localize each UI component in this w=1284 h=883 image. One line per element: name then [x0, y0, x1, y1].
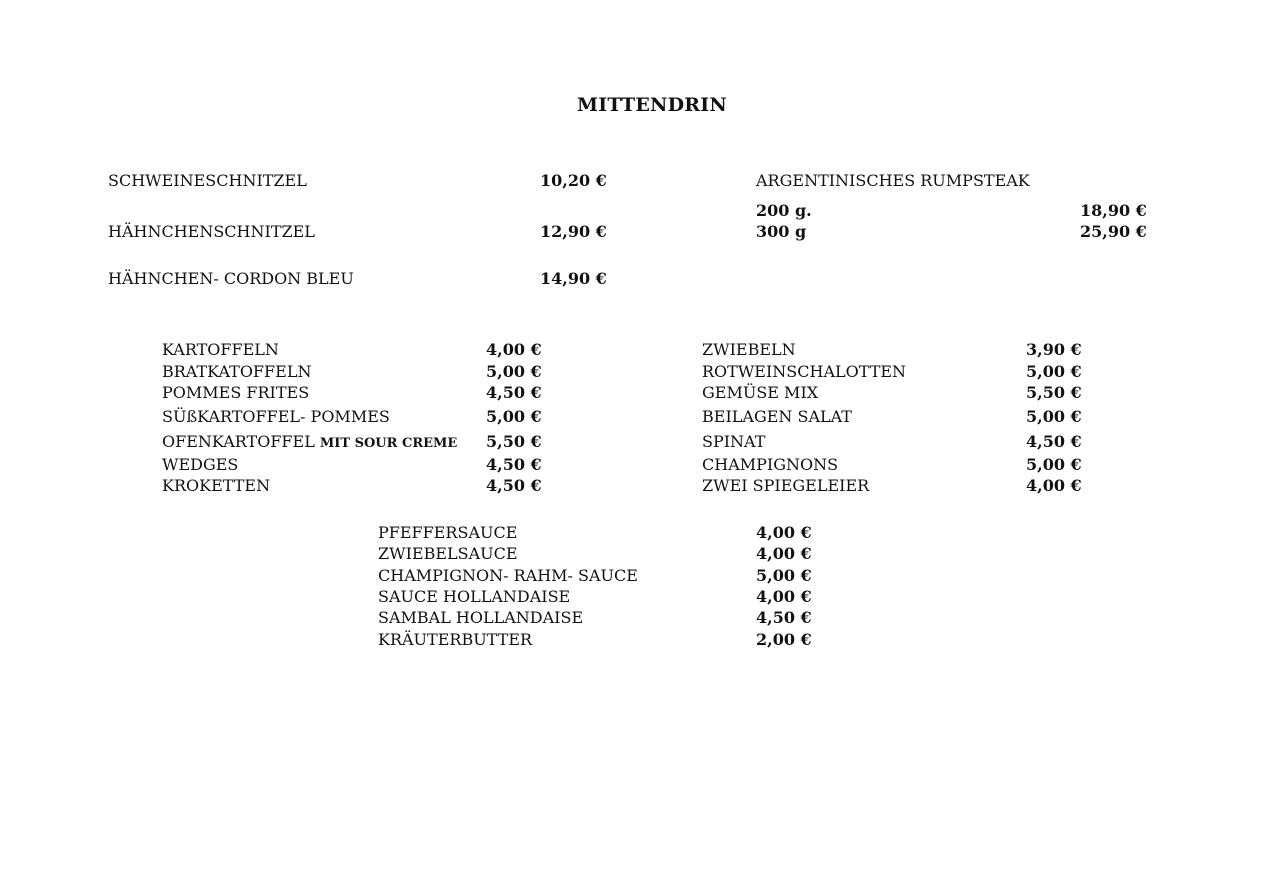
side-item-name: BRATKATOFFELN	[162, 362, 312, 381]
sauce-item-name: CHAMPIGNON- RAHM- SAUCE	[378, 566, 638, 585]
sauce-item-price: 4,00 €	[756, 587, 812, 606]
side-item-price: 5,50 €	[1026, 383, 1082, 402]
side-item-name: ZWIEBELN	[702, 340, 796, 359]
side-item-price: 4,50 €	[486, 455, 542, 474]
sauce-item-name: SAUCE HOLLANDAISE	[378, 587, 571, 606]
sauce-item-price: 4,00 €	[756, 523, 812, 542]
side-item-name: KARTOFFELN	[162, 340, 279, 359]
side-item-name	[162, 434, 457, 450]
main-item-price: 12,90 €	[540, 222, 607, 241]
sauce-item-name: ZWIEBELSAUCE	[378, 544, 518, 563]
main-item-price: 14,90 €	[540, 269, 607, 288]
side-item-price: 5,50 €	[486, 432, 542, 451]
side-item-price: 4,50 €	[486, 383, 542, 402]
sauce-item-name: SAMBAL HOLLANDAISE	[378, 608, 584, 627]
side-item-price: 5,00 €	[1026, 407, 1082, 426]
sauce-item-price: 4,00 €	[756, 544, 812, 563]
side-item-name: KROKETTEN	[162, 476, 271, 495]
side-item-name-text: OFENKARTOFFEL	[162, 432, 315, 451]
side-item-price: 4,00 €	[486, 340, 542, 359]
sauce-item-price: 5,00 €	[756, 566, 812, 585]
sauce-item-price: 4,50 €	[756, 608, 812, 627]
side-item-name: SÜßKARTOFFEL- POMMES	[162, 407, 390, 426]
side-item-name: ZWEI SPIEGELEIER	[702, 476, 870, 495]
side-item-price: 5,00 €	[486, 407, 542, 426]
steak-size-price: 25,90 €	[1080, 222, 1147, 241]
side-item-name: WEDGES	[162, 455, 239, 474]
steak-size-price: 18,90 €	[1080, 201, 1147, 220]
side-item-name: CHAMPIGNONS	[702, 455, 839, 474]
page-title: MITTENDRIN	[577, 94, 727, 116]
steak-size-label: 200 g.	[756, 201, 812, 220]
side-item-price: 4,50 €	[1026, 432, 1082, 451]
main-item-name: SCHWEINESCHNITZEL	[108, 171, 307, 190]
side-item-name: ROTWEINSCHALOTTEN	[702, 362, 907, 381]
side-item-name: POMMES FRITES	[162, 383, 310, 402]
main-item-name: HÄHNCHENSCHNITZEL	[108, 222, 315, 241]
side-item-name: GEMÜSE MIX	[702, 383, 819, 402]
side-item-price: 5,00 €	[1026, 455, 1082, 474]
side-item-name: SPINAT	[702, 432, 766, 451]
side-item-price: 3,90 €	[1026, 340, 1082, 359]
steak-size-label: 300 g	[756, 222, 807, 241]
sauce-item-name: PFEFFERSAUCE	[378, 523, 518, 542]
main-item-price: 10,20 €	[540, 171, 607, 190]
sauce-item-name: KRÄUTERBUTTER	[378, 630, 533, 649]
side-item-price: 4,00 €	[1026, 476, 1082, 495]
side-item-price: 4,50 €	[486, 476, 542, 495]
sauce-item-price: 2,00 €	[756, 630, 812, 649]
side-item-name: BEILAGEN SALAT	[702, 407, 852, 426]
side-item-price: 5,00 €	[486, 362, 542, 381]
side-item-note: MIT SOUR CREME	[319, 436, 458, 451]
main-item-name: HÄHNCHEN- CORDON BLEU	[108, 269, 354, 288]
steak-name: ARGENTINISCHES RUMPSTEAK	[756, 171, 1030, 190]
side-item-price: 5,00 €	[1026, 362, 1082, 381]
